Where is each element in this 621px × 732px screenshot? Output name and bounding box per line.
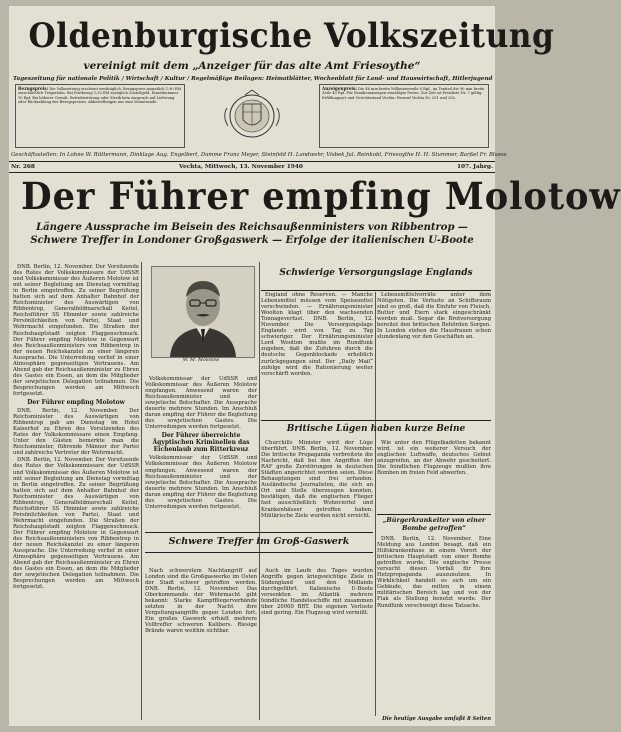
divider [145, 552, 373, 553]
article-paragraph: DNB. Berlin, 12. November. Der Vorsitzende des Rates der Volkskommissare der UdSSR und Volkskommissar des Äußeren Molotow ist mit seiner Begleitung am Dienstag vormittag in Berlin eingetroffen. Zu seiner Begrüßung hatten sich auf dem Anhalter Bahnhof der Reichsminister des Auswärtigen von Ribbentrop, Generalfeldmarschall Keitel, Reichsführer SS Himmler sowie zahlreiche Persönlichkeiten von Partei, Staat und Wehrmacht eingefunden. Die Straßen der Reichshauptstadt zeigten Flaggenschmuck. Der Führer empfing Molotow in Gegenwart des Reichsaußenministers von Ribbentrop in der neuen Reichskanzlei zu einer längeren Aussprache. Die Unterredung verlief in einer Atmosphäre gegenseitigen Vertrauens. Am Abend gab der Reichsaußenminister zu Ehren des Gastes ein Essen, an dem die Mitglieder der sowjetischen Delegation teilnahmen. Die Besprechungen werden am Mittwoch fortgesetzt. [13, 264, 139, 397]
page-count-footer: Die heutige Ausgabe umfaßt 8 Seiten [382, 716, 491, 722]
subscription-box-text: Die Volkszeitung erscheint werktäglich. Bezugspreis monatlich 1,90 RM einschließlich Trägerlohn. Bei Postbezug 1,92 RM zuzüglich Zustellgeld. Einzelnummer 10 Rpf. Bei höherer Gewalt, Betriebsstörung oder Streik kein Anspruch auf Lieferung oder Rückzahlung des Bezugspreises. Abbestellungen nur zum Monatsende. [18, 87, 182, 104]
article-paragraph: DNB. Berlin, 12. November. Eine Meldung aus London besagt, daß ein Hilfskrankenhaus in einem Vorort der britischen Hauptstadt von einer Bombe getroffen wurde. Die englische Presse versucht diesen Vorfall für ihre Hetzpropaganda auszunutzen. In Wirklichkeit handelt es sich um ein Gebäude, das mitten in einem militärischen Bereich lag und von der Flak als Stellung benutzt wurde. Der Rundfunk verschweigt diese Tatsache. [377, 536, 491, 609]
article-paragraph: Volkskommissar der UdSSR und Volkskommissar des Äußeren Molotow empfangen. Anwesend waren der Reichsaußenminister und der sowjetische Botschafter. Die Aussprache dauerte mehrere Stunden. Im Anschluß daran empfing der Führer die Begleitung des sowjetischen Gastes. Die Unterredungen werden fortgesetzt. [145, 455, 257, 510]
article-column [145, 568, 257, 716]
article-lead-column [13, 264, 139, 722]
column-rule [259, 262, 260, 720]
subscription-box-title: Bezugspreis: [18, 86, 49, 91]
branch-offices-line: Geschäftsstellen: In Lohne W. Rüttermann, Dinklage Aug. Engelbert, Damme Franz Meyer, Steinfeld H. Landwehr, Visbek Jul. Reinkobl, Friesoythe H. H. Stummer, Barßel Fr. Blaess [11, 152, 507, 158]
divider [9, 172, 495, 173]
article-paragraph: Lebensmittelvorräte unter dem Nötigsten. Die Verluste an Schiffsraum sind so groß, daß die Einfuhr von Fleisch, Butter und Eiern stark eingeschränkt werden muß. Sogar die Brotversorgung bereitet den britischen Behörden Sorgen. In London stehen die Hausfrauen schon stundenlang vor den Geschäften an. [377, 292, 491, 341]
refugee-section-heading: „Bürgerkrankeiter von einer Bombe getroffen“ [382, 516, 486, 532]
article-column [377, 292, 491, 418]
article-column [377, 536, 491, 716]
article-paragraph: Nach schwerstem Nachtangriff auf London sind die Großgaswerke im Osten der Stadt schwer getroffen worden. DNB. Berlin, 12. November. Das Oberkommando der Wehrmacht gibt bekannt: Starke Kampffliegerverbände setzten in der Nacht ihre Vergeltungsangriffe gegen London fort. Ein großes Gaswerk erhielt mehrere Volltreffer schweren Kalibers. Riesige Brände waren weithin sichtbar. [145, 568, 257, 635]
column-rule [375, 292, 376, 716]
article-paragraph: Auch im Laufe des Tages wurden Angriffe gegen kriegswichtige Ziele in Südengland und den Midlands durchgeführt. Italienische U-Boote versenkten im Atlantik mehrere feindliche Handelsschiffe mit zusammen über 20000 BRT. Die eigenen Verluste sind gering. Ein Flugzeug wird vermißt. [261, 568, 373, 617]
england-section-heading: Schwierige Versorgungslage Englands [279, 268, 473, 278]
article-paragraph: Volkskommissar der UdSSR und Volkskommissar des Äußeren Molotow empfangen. Anwesend waren der Reichsaußenminister und der sowjetische Botschafter. Die Aussprache dauerte mehrere Stunden. Im Anschluß daran empfing der Führer die Begleitung des sowjetischen Gastes. Die Unterredungen werden fortgesetzt. [145, 376, 257, 431]
photo-caption: W. M. Molotow [182, 358, 220, 363]
newspaper-page [9, 6, 621, 726]
divider [145, 532, 373, 533]
pasha-section-heading: Der Führer überreichte Ägyptischen Kriminellen das Eichenlaub zum Ritterkreuz [152, 432, 250, 454]
divider [261, 420, 491, 421]
article-column [145, 376, 257, 528]
article-column [377, 440, 491, 512]
gasworks-section-heading: Schwere Treffer im Groß-Gaswerk [168, 536, 350, 547]
divider [261, 290, 491, 291]
article-paragraph: DNB. Berlin, 12. November. Der Vorsitzende des Rates der Volkskommissare der UdSSR und Volkskommissar des Äußeren Molotow ist mit seiner Begleitung am Dienstag vormittag in Berlin eingetroffen. Zu seiner Begrüßung hatten sich auf dem Anhalter Bahnhof der Reichsminister des Auswärtigen von Ribbentrop, Generalfeldmarschall Keitel, Reichsführer SS Himmler sowie zahlreiche Persönlichkeiten von Partei, Staat und Wehrmacht eingefunden. Die Straßen der Reichshauptstadt zeigten Flaggenschmuck. Der Führer empfing Molotow in Gegenwart des Reichsaußenministers von Ribbentrop in der neuen Reichskanzlei zu einer längeren Aussprache. Die Unterredung verlief in einer Atmosphäre gegenseitigen Vertrauens. Am Abend gab der Reichsaußenminister zu Ehren des Gastes ein Essen, an dem die Mitglieder der sowjetischen Delegation teilnahmen. Die Besprechungen werden am Mittwoch fortgesetzt. [13, 457, 139, 591]
article-paragraph: England ohne Reserven. — Manche Lebensmittel müssen vom Speisezettel verschwinden. — Ernährungsminister Woolton klagt über den wachsenden Tonnageverlust. DNB. Berlin, 12. November. Die Versorgungslage Englands wird von Tag zu Tag schwieriger. Der Ernährungsminister Lord Woolton mußte im Rundfunk zugeben, daß die Zufuhren durch die deutsche Gegenblockade erheblich zurückgegangen sind. Der „Daily Mail“ zufolge wird die Rationierung weiter verschärft werden. [261, 292, 373, 377]
molotow-portrait-photo [151, 266, 255, 358]
article-column [261, 568, 373, 716]
advertising-box [319, 84, 489, 148]
subscription-box [15, 84, 185, 148]
article-paragraph: Wie unter den Flügelkadetten bekannt wird, ist ein weiterer Versuch der englischen Luftwaffe, deutsches Gebiet anzugreifen, an der Abwehr gescheitert. Die feindlichen Flugzeuge mußten ihre Bomben im freien Feld abwerfen. [377, 440, 491, 477]
issue-year: 107. Jahrg. [457, 164, 493, 170]
article-column [261, 292, 373, 418]
issue-number: Nr. 268 [11, 164, 35, 170]
column-rule [141, 262, 142, 720]
article-paragraph: Churchills Minister wird der Lüge überführt. DNB. Berlin, 12. November. Die britische Propaganda verbreitete die Nachricht, daß bei den Angriffen der RAF große Zerstörungen in deutschen Städten angerichtet worden seien. Diese Behauptungen sind frei erfunden. Ausländische Journalisten, die sich an Ort und Stelle überzeugen konnten, bestätigen, daß die englischen Flieger fast ausschließlich Wohnviertel und Krankenhäuser getroffen haben. Militärische Ziele wurden nicht erreicht. [261, 440, 373, 519]
masthead-tagline: Tageszeitung für nationale Politik / Wirtschaft / Kultur / Regelmäßige Beilagen: Heimatblätter, Wochenblatt für Land- und Hauswirtschaft, Hitlerjugend [13, 76, 493, 82]
divider [377, 514, 491, 515]
main-subheadline: Längere Aussprache im Beisein des Reichsaußenministers von Ribbentrop — Schwere Treffer in Londoner Großgaswerk — Erfolge der italienischen U-Boote [30, 222, 474, 246]
advertising-box-text: Die 46 mm breite Millimeterzeile 8 Rpf., im Textteil die 90 mm breite Zeile 40 Rpf. Für Familienanzeigen ermäßigte Preise. Zur Zeit ist Preisliste Nr. 7 gültig. Erfüllungsort und Gerichtsstand Vechta. Fernruf Vechta Nr. 201 und 202. [322, 87, 485, 100]
main-headline: Der Führer empfing Molotow [21, 174, 621, 218]
article-paragraph: DNB. Berlin, 12. November. Der Reichsminister des Auswärtigen von Ribbentrop gab am Dienstag im Hotel Kaiserhof zu Ehren des Vorsitzenden des Rates der Volkskommissare einen Empfang. Unter den Gästen bemerkte man die Reichsminister, führende Männer der Partei und zahlreiche Vertreter der Wehrmacht. [13, 408, 139, 457]
issue-place-date: Vechta, Mittwoch, 13. November 1940 [179, 164, 303, 170]
coat-of-arms-emblem [221, 88, 283, 142]
molotow-box-heading: Der Führer empfing Molotow [27, 399, 125, 407]
masthead-title: Oldenburgische Volkszeitung [28, 16, 555, 56]
lies-section-heading: Britische Lügen haben kurze Beine [286, 424, 466, 434]
divider [9, 161, 495, 162]
advertising-box-title: Anzeigenpreis: [322, 86, 357, 91]
masthead-subtitle: vereinigt mit dem „Anzeiger für das alte Amt Friesoythe“ [83, 60, 421, 72]
